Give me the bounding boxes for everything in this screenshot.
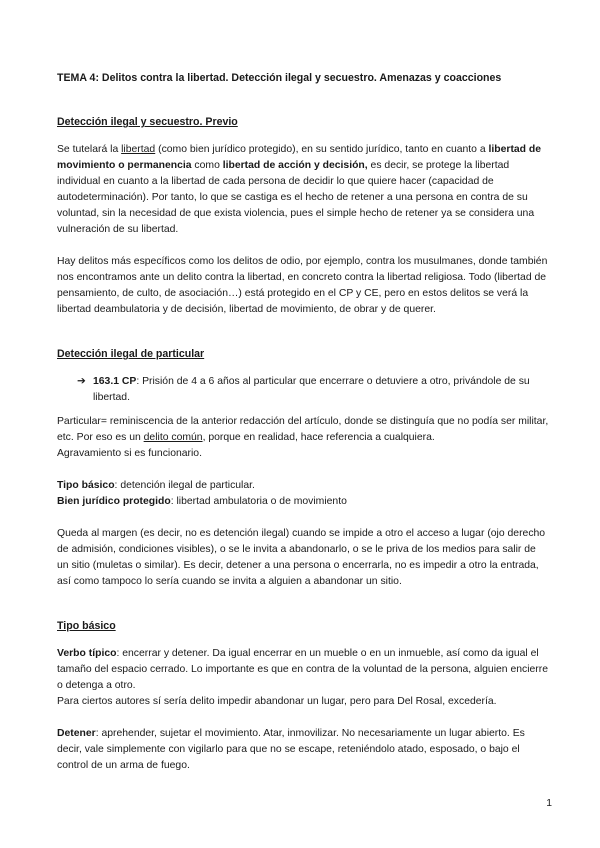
section-heading-previo: Detección ilegal y secuestro. Previo <box>57 116 238 128</box>
paragraph: Verbo típico: encerrar y detener. Da igual encerrar en un mueble o en un inmueble, así como da igual el tamaño del espacio cerrado. Lo importante es que en contra de la voluntad de la persona, alguien encierre o detenga a otro. Para ciertos autores sí sería delito impedir abandonar un lugar, pero para Del Rosal, excedería. <box>57 648 548 707</box>
page-number: 1 <box>546 798 552 809</box>
paragraph: Hay delitos más específicos como los delitos de odio, por ejemplo, contra los musulmanes, donde también nos encontramos ante un delito contra la libertad, en concreto contra la libertad religiosa. Todo (libertad de pensamiento, de culto, de asociación…) está protegido en el CP y CE, pero en estos delitos se verá la libertad deambulatoria y de decisión, libertad de movimiento, de obrar y de querer. <box>57 256 548 315</box>
underlined-term: libertad <box>121 144 156 155</box>
list-item: ➔ 163.1 CP: Prisión de 4 a 6 años al particular que encerrare o detuviere a otro, privándole de su libertad. <box>77 374 549 406</box>
article-reference: 163.1 CP <box>93 376 137 387</box>
underlined-term: delito común <box>143 432 203 443</box>
section-heading-particular: Detección ilegal de particular <box>57 348 205 360</box>
bold-term: libertad de movimiento o permanencia <box>57 144 542 171</box>
bold-term: libertad de acción y decisión, <box>222 160 368 171</box>
paragraph: Particular= reminiscencia de la anterior redacción del artículo, donde se distinguía que no podía ser militar, etc. Por eso es un delito común, porque en realidad, hace referencia a cualquiera. Agravamiento si es funcionario. <box>57 416 549 459</box>
paragraph: Queda al margen (es decir, no es detención ilegal) cuando se impide a otro el acceso a lugar (ojo derecho de admisión, condiciones visibles), o se le invita a abandonarlo, o se le priva de los medios para salir de un sitio (muletas o similar). Es decir, detener a una persona o encerrarla, no es impedir a otro la entrada, así como tampoco lo sería cuando se invita a alguien a abandonar un sitio. <box>57 528 546 587</box>
paragraph: Se tutelará la libertad (como bien jurídico protegido), en su sentido jurídico, tanto en cuanto a libertad de movimiento o permanencia como libertad de acción y decisión, es decir, se protege la libertad individual en cuanto a la libertad de cada persona de decidir lo que quiere hacer (capacidad de autodeterminación). Por tanto, lo que se castiga es el hecho de retener a una persona en contra de su voluntad, sin la necesidad de que exista violencia, pues el simple hecho de retener ya se considera una vulneración de su libertad. <box>57 144 542 235</box>
arrow-bullet-icon: ➔ <box>77 376 86 387</box>
page-content <box>57 70 549 774</box>
paragraph: Tipo básico: detención ilegal de particular. Bien jurídico protegido: libertad ambulatoria o de movimiento <box>57 480 347 507</box>
paragraph: Detener: aprehender, sujetar el movimiento. Atar, inmovilizar. No necesariamente un lugar abierto. Es decir, vale simplemente con vigilarlo para que no se escape, reteniéndolo atado, esposado, o bajo el control de un arma de fuego. <box>57 728 525 771</box>
section-heading-tipo-basico: Tipo básico <box>57 620 116 632</box>
document-title: TEMA 4: Delitos contra la libertad. Detección ilegal y secuestro. Amenazas y coacciones <box>57 72 502 84</box>
